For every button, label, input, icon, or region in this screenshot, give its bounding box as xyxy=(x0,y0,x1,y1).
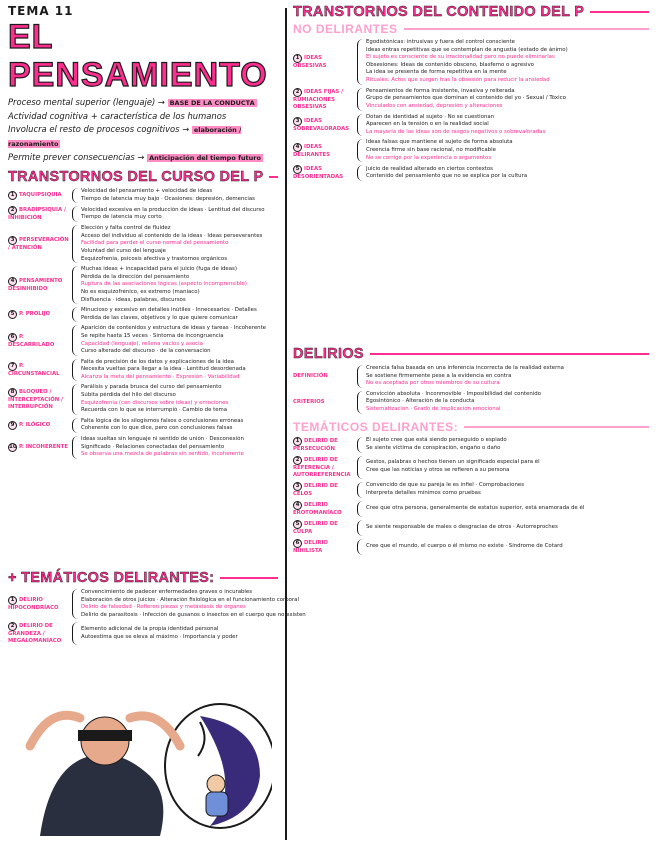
note-line: Aparición de contenidos y estructura de ideas y tareas · Incoherente xyxy=(81,325,266,332)
note-line: Capacidad (lenguaje), rellena vacíos y asocia xyxy=(81,340,203,347)
brace-connector xyxy=(357,114,363,137)
concept-label xyxy=(8,277,72,293)
note-line: No es esquizofrénico, es extremo (maníaco) xyxy=(81,288,200,295)
concept-label xyxy=(293,143,357,159)
note-line: Se siente víctima de conspiración, engaño o daño xyxy=(366,444,501,451)
concept-label xyxy=(8,191,72,200)
brace-connector xyxy=(72,266,78,304)
concept-label-text: BLOQUEO / INTERCEPTACIÓN / INTERRUPCIÓN xyxy=(8,389,63,411)
concept-group xyxy=(8,325,278,355)
note-line: Súbita pérdida del hilo del discurso xyxy=(81,392,176,399)
concept-lines xyxy=(366,437,649,452)
note-line: Velocidad excesiva en la producción de ideas · Lentitud del discurso xyxy=(81,206,265,213)
intro-line: Proceso mental superior (lenguaje) → BASE DE LA CONDUCTA xyxy=(8,97,255,107)
concept-group xyxy=(8,359,278,382)
concept-label-text: IDEAS FIJAS / RUMIACIONES OBSESIVAS xyxy=(293,88,343,110)
tematicos-right-title: TEMÁTICOS DELIRANTES: xyxy=(293,420,649,434)
concept-label xyxy=(8,443,72,452)
note-line: El sujeto es consciente de su irracionalidad pero no puede eliminarlas xyxy=(366,54,555,61)
blindfold xyxy=(78,730,132,741)
note-line: Creencia firme sin base racional, no modificable xyxy=(366,146,496,153)
concept-number: 2 xyxy=(8,622,17,631)
concept-group xyxy=(8,436,278,459)
concept-label-text: P. CIRCUNSTANCIAL xyxy=(8,363,60,378)
right-column xyxy=(293,4,649,181)
concept-label-text: TAQUIPSIQUIA xyxy=(19,192,62,199)
note-line: No se corrige por la experiencia o argumentos xyxy=(366,154,492,161)
concept-number: 1 xyxy=(8,191,17,200)
concept-group xyxy=(293,437,649,453)
concept-label xyxy=(293,373,357,380)
note-line: Necesita vueltas para llegar a la idea · Lentitud desordenada xyxy=(81,366,246,373)
concept-group xyxy=(293,391,649,414)
section-delirantes-left-title: + TEMÁTICOS DELIRANTES: xyxy=(8,570,278,586)
concept-label xyxy=(293,520,357,536)
left-column xyxy=(8,4,278,459)
concept-label xyxy=(293,399,357,406)
concept-group xyxy=(293,365,649,388)
concept-group xyxy=(8,266,278,304)
concept-label-text: DELIRIO EROTOMANÍACO xyxy=(293,501,342,516)
intro-line: Actividad cognitiva + característica de los humanos xyxy=(8,111,227,121)
brace-connector xyxy=(72,384,78,414)
concept-label-text: DELIRIO DE CULPA xyxy=(293,520,338,535)
concept-number: 2 xyxy=(293,456,302,465)
note-line: Tiempo de latencia muy bajo · Ocasiones: depresión, demencias xyxy=(81,195,255,202)
concept-lines xyxy=(366,524,649,532)
concept-label-text: IDEAS DESORIENTADAS xyxy=(293,166,344,181)
brace-connector xyxy=(72,225,78,263)
note-line: Se siente responsable de males o desgracias de otros · Autorreproches xyxy=(366,523,558,530)
concept-group xyxy=(293,39,649,85)
note-line: Pensamientos de forma insistente, invasiva y reiterada xyxy=(366,87,515,94)
concept-number: 5 xyxy=(293,520,302,529)
concept-group xyxy=(293,139,649,162)
concept-lines xyxy=(366,139,649,162)
concept-label-text: DELIRIO DE CELOS xyxy=(293,482,338,497)
note-line: Convencimiento de padecer enfermedades graves o incurables xyxy=(81,589,253,595)
note-line: Vinculados con ansiedad, depresión y alteraciones xyxy=(366,102,503,109)
concept-number: 3 xyxy=(293,482,302,491)
note-line: Se repite hasta 15 veces · Síntoma de incongruencia xyxy=(81,332,224,339)
concept-number: 2 xyxy=(8,206,17,215)
note-line: Egosintónico · Alteración de la conducta xyxy=(366,398,475,405)
intro-line: Permite prever consecuencias → Anticipación del tiempo futuro xyxy=(8,152,261,162)
concept-label-text: DEFINICIÓN xyxy=(293,372,328,379)
concept-lines xyxy=(81,418,278,433)
note-line: Significado · Relaciones conectadas del pensamiento xyxy=(81,443,225,450)
section-delirios-title: DELIRIOS xyxy=(293,346,649,362)
delirios-groups xyxy=(293,365,649,414)
intro-line: Involucra el resto de procesos cognitivos → elaboración / razonamiento xyxy=(8,124,242,148)
concept-label xyxy=(293,456,357,479)
note-line: Delirio de falsedad · Refieren piezas y metástasis de órganos xyxy=(81,604,246,611)
tematicos-right-groups xyxy=(293,437,649,555)
concept-lines xyxy=(81,207,278,222)
brace-connector xyxy=(72,307,78,322)
section-curso-title: TRANSTORNOS DEL CURSO DEL P xyxy=(8,169,278,185)
note-line: Grupo de pensamientos que dominan el contenido del yo · Sexual / Tóxico xyxy=(366,95,566,102)
curso-groups xyxy=(8,188,278,459)
concept-group xyxy=(293,114,649,137)
concept-group xyxy=(293,539,649,555)
concept-label-text: P. DESCARRILADO xyxy=(8,333,55,348)
brace-connector xyxy=(357,520,363,536)
concept-lines xyxy=(366,459,649,474)
note-line: Rituales: Actos que surgen tras la obsesión para reducir la ansiedad xyxy=(366,76,550,83)
concept-lines xyxy=(366,505,649,513)
concept-lines xyxy=(366,166,649,181)
concept-number: 1 xyxy=(293,54,302,63)
concept-group xyxy=(293,501,649,517)
page-title: EL PENSAMIENTO xyxy=(8,18,268,94)
brace-connector xyxy=(357,365,363,388)
note-line: Interpreta detalles mínimos como pruebas xyxy=(366,489,481,496)
note-line: Esquizofrenia (con discursos sobre ideas) y emociones xyxy=(81,399,229,406)
concept-lines xyxy=(81,384,278,414)
concept-lines xyxy=(81,266,278,304)
note-line: Obsesiones: Ideas de contenido obsceno, blasfemo o agresivo xyxy=(366,61,534,68)
concept-number: 10 xyxy=(9,443,17,450)
blindfolded-person-body xyxy=(40,754,163,836)
concept-label-text: P. ILÓGICO xyxy=(19,421,51,428)
note-line: Juicio de realidad alterado en ciertos contextos xyxy=(366,165,493,172)
concept-number: 4 xyxy=(293,143,302,152)
concept-label-text: P. INCOHERENTE xyxy=(19,443,68,450)
brace-connector xyxy=(72,359,78,382)
note-line: Tiempo de latencia muy corto xyxy=(81,214,162,221)
note-line: Esquizofrenia, psicosis afectiva y trastornos orgánicos xyxy=(81,255,227,262)
concept-label-text: DELIRIO NIHILISTA xyxy=(293,539,328,554)
brace-connector xyxy=(72,325,78,355)
brace-connector xyxy=(357,437,363,453)
brace-connector xyxy=(72,418,78,433)
note-line: Elaboración de otros juicios · Alteración fisiológica en el funcionamiento corporal xyxy=(81,596,299,603)
concept-lines xyxy=(81,589,306,619)
note-line: Falta de precisión de los datos y explicaciones de la idea xyxy=(81,358,234,365)
brace-connector xyxy=(357,39,363,85)
concept-label-text: BRADIPSIQUIA / INHIBICIÓN xyxy=(8,207,66,222)
note-line: Sistematización · Grado de implicación emocional xyxy=(366,405,501,412)
concept-label-text: PENSAMIENTO DESINHIBIDO xyxy=(8,278,63,293)
note-line: Ideas sueltas sin lenguaje ni sentido de unión · Desconexión xyxy=(81,436,244,443)
concept-label xyxy=(8,622,72,645)
concept-number: 4 xyxy=(8,277,17,286)
concept-lines xyxy=(366,114,649,137)
concept-group xyxy=(8,188,278,203)
concept-group xyxy=(8,225,278,263)
contenido-groups xyxy=(293,39,649,181)
note-line: Se sostiene firmemente pese a la evidencia en contra xyxy=(366,372,512,379)
concept-label xyxy=(8,362,72,378)
concept-lines xyxy=(81,188,278,203)
note-line: Muchas ideas + incapacidad para el juicio (fuga de ideas) xyxy=(81,266,237,273)
note-line: Recuerda con lo que se interrumpió · Cambio de tema xyxy=(81,407,228,414)
concept-group xyxy=(8,622,278,645)
concept-label xyxy=(8,206,72,222)
brace-connector xyxy=(72,206,78,222)
brace-connector xyxy=(357,88,363,111)
note-line: Ideas entras repetitivas que se contemplan de angustia (estado de ánimo) xyxy=(366,46,568,53)
sitting-person-head xyxy=(207,775,225,793)
concept-group xyxy=(8,384,278,414)
concept-number: 3 xyxy=(293,117,302,126)
note-line: Pérdida de las claves, objetivos y lo que quiere comunicar xyxy=(81,314,238,321)
brace-connector xyxy=(357,482,363,498)
brace-connector xyxy=(72,589,78,619)
note-line: Cree que el mundo, el cuerpo o él mismo no existe · Síndrome de Cotard xyxy=(366,542,563,549)
column-divider xyxy=(285,8,287,840)
note-line: Facilidad para perder el curso normal del pensamiento xyxy=(81,240,229,247)
note-line: Ideas falsas que mantiene el sujeto de forma absoluta xyxy=(366,139,513,146)
brace-connector xyxy=(72,622,78,645)
concept-group xyxy=(8,307,278,322)
note-line: Pérdida de la dirección del pensamiento xyxy=(81,273,190,280)
concept-number: 4 xyxy=(293,501,302,510)
concept-label xyxy=(293,539,357,555)
left-lower xyxy=(8,570,306,645)
brace-connector xyxy=(357,501,363,517)
note-line: Delirio de parasitosis · Infección de gusanos o insectos en el cuerpo que no existen xyxy=(81,611,306,618)
concept-number: 7 xyxy=(8,362,17,371)
note-line: Elección y falta control de fluidez xyxy=(81,225,171,232)
concept-label xyxy=(8,310,72,319)
concept-label-text: IDEAS OBSESIVAS xyxy=(293,54,327,69)
note-line: Parálisis y parada brusca del curso del pensamiento xyxy=(81,384,222,391)
concept-lines xyxy=(366,365,649,388)
note-line: Voluntad del curso del lenguaje xyxy=(81,247,166,254)
concept-label xyxy=(293,54,357,70)
concept-lines xyxy=(81,225,278,263)
concept-lines xyxy=(366,482,649,497)
concept-label xyxy=(8,236,72,252)
concept-label xyxy=(293,88,357,111)
note-line: Convencido de que su pareja le es infiel · Comprobaciones xyxy=(366,481,524,488)
note-line: Contenido del pensamiento que no se explica por la cultura xyxy=(366,173,528,180)
note-line: Dotan de identidad al sujeto · No se cuestionan xyxy=(366,113,495,120)
note-line: Convicción absoluta · Inconmovible · Imposibilidad del contenido xyxy=(366,390,541,397)
sitting-person-body xyxy=(206,792,228,816)
illustration xyxy=(10,686,272,836)
intro-block xyxy=(8,96,278,165)
note-line: Acceso del individuo al contenido de la ideas · Ideas perseverantes xyxy=(81,232,263,239)
note-line: Coherente con lo que dice, pero con conclusiones falsas xyxy=(81,425,233,432)
brace-connector xyxy=(357,165,363,181)
concept-number: 6 xyxy=(293,539,302,548)
concept-label xyxy=(293,165,357,181)
note-line: Cree que otra persona, generalmente de estatus superior, está enamorada de él xyxy=(366,504,585,511)
concept-group xyxy=(8,418,278,433)
concept-number: 8 xyxy=(8,388,17,397)
note-line: Creencia falsa basada en una inferencia incorrecta de la realidad externa xyxy=(366,365,564,371)
note-line: Curso alterado del discurso · de la conversación xyxy=(81,348,211,355)
note-line: Autoestima que se eleva al máximo · Importancia y poder xyxy=(81,633,238,640)
concept-group xyxy=(293,165,649,181)
note-line: Gestos, palabras o hechos tienen un significado especial para él xyxy=(366,459,540,466)
concept-label xyxy=(293,482,357,498)
no-delirantes-title: NO DELIRANTES xyxy=(293,22,649,36)
note-line: Minucioso y excesivo en detalles inútiles · Innecesarios · Detalles xyxy=(81,307,257,314)
concept-number: 3 xyxy=(8,236,17,245)
note-line: Ruptura de las asociaciones lógicas (aspecto incomprensible) xyxy=(81,281,247,288)
concept-number: 9 xyxy=(8,421,17,430)
concept-label-text: DELIRIO DE GRANDEZA / MEGALOMANÍACO xyxy=(8,623,62,645)
concept-lines xyxy=(366,391,649,414)
note-line: Aparecen en la tensión o en la realidad social xyxy=(366,121,489,128)
brace-connector xyxy=(357,539,363,555)
concept-label xyxy=(8,388,72,411)
concept-number: 1 xyxy=(293,437,302,446)
concept-label-text: DELIRIO DE PERSECUCIÓN xyxy=(293,437,338,452)
concept-number: 1 xyxy=(8,596,17,605)
concept-number: 6 xyxy=(8,333,17,342)
concept-number: 2 xyxy=(293,88,302,97)
concept-lines xyxy=(81,436,278,459)
note-line: La mayoría de las ideas son de rasgos negativos o sobrevaloradas xyxy=(366,128,546,135)
note-line: Alcanza la meta del pensamiento · Expresión · Variabilidad xyxy=(81,373,240,380)
concept-group xyxy=(8,206,278,222)
note-line: La idea se presenta de forma repetitiva en la mente xyxy=(366,69,507,76)
delirantes-left-groups xyxy=(8,589,306,645)
concept-label xyxy=(293,501,357,517)
concept-group xyxy=(293,482,649,498)
concept-group xyxy=(293,456,649,479)
note-line: Disfluencia · ideas, palabras, discursos xyxy=(81,296,186,303)
concept-label-text: DELIRIO HIPOCONDRÍACO xyxy=(8,597,59,612)
note-line: Se observa una mezcla de palabras sin sentido, incoherente xyxy=(81,451,244,458)
brace-connector xyxy=(72,188,78,203)
concept-label xyxy=(293,117,357,133)
concept-label-text: DELIRIO DE REFERENCIA / AUTORREFERENCIA xyxy=(293,456,351,478)
right-lower xyxy=(293,346,649,555)
concept-lines xyxy=(81,626,278,641)
concept-number: 5 xyxy=(293,165,302,174)
note-line: Velocidad del pensamiento + velocidad de ideas xyxy=(81,188,213,194)
note-line: Elemento adicional de la propia identidad personal xyxy=(81,626,219,633)
brace-connector xyxy=(357,456,363,479)
concept-label xyxy=(8,421,72,430)
note-line: El sujeto cree que está siendo perseguido o espiado xyxy=(366,436,507,443)
concept-lines xyxy=(366,543,649,551)
brace-connector xyxy=(357,139,363,162)
concept-label xyxy=(8,333,72,349)
concept-lines xyxy=(81,307,278,322)
concept-lines xyxy=(366,39,649,85)
concept-group xyxy=(293,88,649,111)
concept-label xyxy=(293,437,357,453)
concept-lines xyxy=(366,88,649,111)
brace-connector xyxy=(72,436,78,459)
concept-label-text: IDEAS SOBREVALORADAS xyxy=(293,117,350,132)
concept-label-text: IDEAS DELIRANTES xyxy=(293,143,331,158)
concept-label-text: PERSEVERACIÓN / ATENCIÓN xyxy=(8,237,69,252)
concept-label-text: CRITERIOS xyxy=(293,398,325,405)
concept-lines xyxy=(81,325,278,355)
concept-lines xyxy=(81,359,278,382)
note-line: Egodistónicas: intrusivas y fuera del control consciente xyxy=(366,39,515,45)
section-contenido-title: TRANSTORNOS DEL CONTENIDO DEL P xyxy=(293,4,649,20)
concept-number: 5 xyxy=(8,310,17,319)
note-line: Cree que las noticias y otros se refieren a su persona xyxy=(366,467,510,474)
tema-label: TEMA 11 xyxy=(8,4,74,18)
brace-connector xyxy=(357,391,363,414)
concept-label xyxy=(8,596,72,612)
concept-group xyxy=(293,520,649,536)
note-line: No es aceptada por otros miembros de su cultura xyxy=(366,380,500,387)
note-line: Falta lógica de los silogismos falsos o conclusiones erróneas xyxy=(81,417,244,424)
concept-group xyxy=(8,589,306,619)
concept-label-text: P. PROLIJO xyxy=(19,311,51,318)
